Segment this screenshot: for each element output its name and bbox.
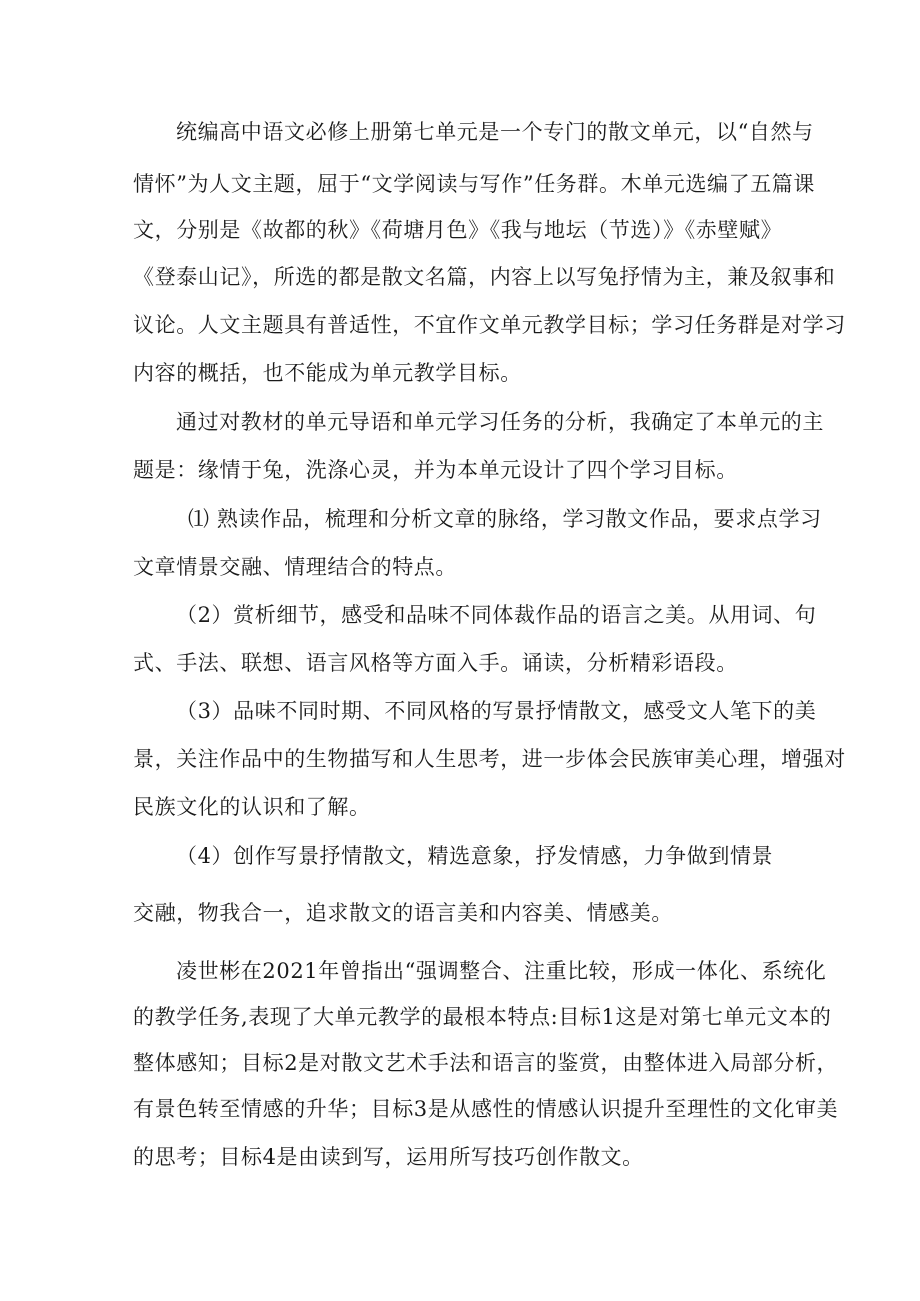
objective-3-line-2: 景，关注作品中的生物描写和人生思考，进一步体会民族审美心理，增强对 — [133, 747, 846, 771]
objective-1-line-2: 文章情景交融、情理结合的特点。 — [133, 555, 457, 579]
paragraph-1-line-2: 情怀”为人文主题，屈于“文学阅读与写作”任务群。木单元选编了五篇课 — [133, 172, 816, 196]
paragraph-1-line-5: 议论。人文主题具有普适性，不宜作文单元教学目标；学习任务群是对学习 — [133, 313, 846, 337]
paragraph-1-line-1: 统编高中语文必修上册第七单元是一个专门的散文单元，以“自然与 — [176, 120, 814, 144]
objective-2-line-2: 式、手法、联想、语言风格等方面入手。诵读，分析精彩语段。 — [133, 651, 738, 675]
paragraph-1-line-3: 文，分别是《故都的秋》《荷塘月色》《我与地坛（节选）》《赤壁赋》 — [133, 218, 783, 242]
objective-1-line-1: ⑴ 熟读作品，梳理和分析文章的脉络，学习散文作品，要求点学习 — [188, 507, 822, 531]
paragraph-2-line-1: 通过对教材的单元导语和单元学习任务的分析，我确定了本单元的主 — [176, 410, 824, 434]
paragraph-1-line-4: 《登泰山记》，所选的都是散文名篇，内容上以写兔抒情为主，兼及叙事和 — [133, 265, 836, 289]
paragraph-7-line-3: 整体感知；目标2是对散文艺术手法和语言的鉴赏，由整体进入局部分析， — [133, 1051, 839, 1075]
paragraph-7-line-5: 的思考；目标4是由读到写，运用所写技巧创作散文。 — [133, 1145, 644, 1169]
objective-4-line-1: （4）创作写景抒情散文，精选意象，抒发情感，力争做到情景 — [176, 844, 774, 868]
paragraph-7-line-4: 有景色转至情感的升华；目标3是从感性的情感认识提升至理性的文化审美 — [133, 1097, 839, 1121]
paragraph-7-line-1: 凌世彬在2021年曾指出“强调整合、注重比较，形成一体化、系统化 — [176, 959, 827, 983]
paragraph-2-line-2: 题是：缘情于兔，洗涤心灵，并为本单元设计了四个学习目标。 — [133, 458, 738, 482]
paragraph-1-line-6: 内容的概括，也不能成为单元教学目标。 — [133, 361, 522, 385]
objective-4-line-2: 交融，物我合一，追求散文的语言美和内容美、情感美。 — [133, 901, 673, 925]
objective-3-line-1: （3）品味不同时期、不同风格的写景抒情散文，感受文人笔下的美 — [176, 699, 817, 723]
objective-3-line-3: 民族文化的认识和了解。 — [133, 795, 371, 819]
objective-2-line-1: （2）赏析细节，感受和品味不同体裁作品的语言之美。从用词、句 — [176, 603, 817, 627]
paragraph-7-line-2: 的教学任务,表现了大单元教学的最根本特点:目标1这是对第七单元文本的 — [133, 1005, 832, 1029]
